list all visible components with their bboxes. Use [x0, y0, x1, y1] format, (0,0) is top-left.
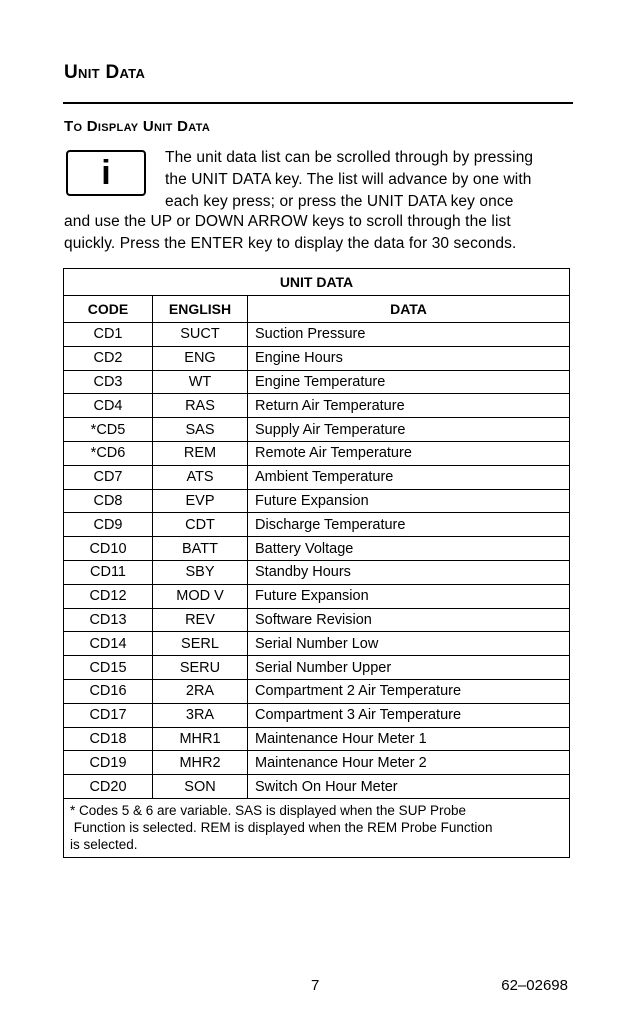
cell-code: CD1 [64, 323, 153, 347]
document-number: 62–02698 [501, 977, 568, 994]
cell-english: ENG [153, 346, 248, 370]
section-subheading: To Display Unit Data [64, 118, 211, 135]
cell-code: CD10 [64, 537, 153, 561]
cell-data: Switch On Hour Meter [248, 775, 570, 799]
cell-data: Ambient Temperature [248, 465, 570, 489]
table-row [64, 632, 570, 656]
table-row [64, 489, 570, 513]
cell-data: Discharge Temperature [248, 513, 570, 537]
intro-line: The unit data list can be scrolled through by pressing [165, 149, 534, 166]
cell-english: 3RA [153, 703, 248, 727]
footnote-line: * Codes 5 & 6 are variable. SAS is displayed when the SUP Probe [70, 802, 466, 818]
cell-code: CD7 [64, 465, 153, 489]
cell-code: CD18 [64, 727, 153, 751]
table-row [64, 513, 570, 537]
cell-english: ATS [153, 465, 248, 489]
cell-code: CD3 [64, 370, 153, 394]
table-row [64, 656, 570, 680]
cell-english: MHR2 [153, 751, 248, 775]
table-row [64, 775, 570, 799]
info-icon-glyph: i [101, 154, 111, 192]
table-row [64, 346, 570, 370]
cell-english: RAS [153, 394, 248, 418]
cell-english: CDT [153, 513, 248, 537]
cell-data: Standby Hours [248, 560, 570, 584]
info-icon [66, 150, 146, 196]
intro-line: the UNIT DATA key. The list will advance by one with [165, 171, 532, 188]
cell-code: CD16 [64, 679, 153, 703]
table-row [64, 751, 570, 775]
table-body [64, 323, 570, 799]
cell-code: CD9 [64, 513, 153, 537]
cell-english: REV [153, 608, 248, 632]
cell-code: CD14 [64, 632, 153, 656]
cell-english: SBY [153, 560, 248, 584]
page-heading: Unit Data [64, 62, 146, 83]
column-header-data: DATA [248, 296, 570, 323]
table-title: UNIT DATA [64, 269, 570, 296]
cell-code: CD13 [64, 608, 153, 632]
cell-english: BATT [153, 537, 248, 561]
cell-code: *CD6 [64, 441, 153, 465]
table-row [64, 441, 570, 465]
cell-english: SON [153, 775, 248, 799]
table-footnote [64, 798, 570, 857]
cell-data: Maintenance Hour Meter 1 [248, 727, 570, 751]
cell-data: Compartment 3 Air Temperature [248, 703, 570, 727]
cell-code: CD8 [64, 489, 153, 513]
unit-data-table [63, 268, 570, 858]
cell-english: SERU [153, 656, 248, 680]
cell-data: Maintenance Hour Meter 2 [248, 751, 570, 775]
cell-english: REM [153, 441, 248, 465]
cell-code: CD2 [64, 346, 153, 370]
cell-english: MOD V [153, 584, 248, 608]
intro-line: each key press; or press the UNIT DATA key once [165, 193, 514, 210]
cell-data: Serial Number Upper [248, 656, 570, 680]
table-row [64, 537, 570, 561]
footnote-line: Function is selected. REM is displayed when the REM Probe Function [70, 819, 493, 835]
footnote-line: is selected. [70, 836, 138, 852]
cell-english: SAS [153, 418, 248, 442]
table-row [64, 584, 570, 608]
cell-data: Serial Number Low [248, 632, 570, 656]
cell-data: Return Air Temperature [248, 394, 570, 418]
cell-data: Future Expansion [248, 584, 570, 608]
cell-data: Engine Temperature [248, 370, 570, 394]
cell-code: CD11 [64, 560, 153, 584]
table-row [64, 418, 570, 442]
cell-data: Supply Air Temperature [248, 418, 570, 442]
cell-english: SUCT [153, 323, 248, 347]
column-header-english: ENGLISH [153, 296, 248, 323]
column-header-code: CODE [64, 296, 153, 323]
cell-data: Remote Air Temperature [248, 441, 570, 465]
cell-data: Battery Voltage [248, 537, 570, 561]
cell-code: CD12 [64, 584, 153, 608]
cell-code: CD15 [64, 656, 153, 680]
table-row [64, 370, 570, 394]
cell-code: CD20 [64, 775, 153, 799]
cell-data: Engine Hours [248, 346, 570, 370]
cell-english: SERL [153, 632, 248, 656]
cell-english: WT [153, 370, 248, 394]
intro-line: quickly. Press the ENTER key to display the data for 30 seconds. [64, 235, 517, 252]
table-row [64, 323, 570, 347]
table-row [64, 727, 570, 751]
cell-data: Software Revision [248, 608, 570, 632]
table-row [64, 703, 570, 727]
cell-code: CD17 [64, 703, 153, 727]
cell-english: EVP [153, 489, 248, 513]
table-row [64, 394, 570, 418]
cell-data: Suction Pressure [248, 323, 570, 347]
cell-code: CD19 [64, 751, 153, 775]
intro-line: and use the UP or DOWN ARROW keys to scroll through the list [64, 213, 511, 230]
cell-english: MHR1 [153, 727, 248, 751]
cell-code: CD4 [64, 394, 153, 418]
cell-code: *CD5 [64, 418, 153, 442]
table-row [64, 465, 570, 489]
heading-rule [63, 102, 573, 104]
table-row [64, 608, 570, 632]
table-row [64, 560, 570, 584]
page-number: 7 [311, 977, 320, 994]
cell-data: Future Expansion [248, 489, 570, 513]
cell-english: 2RA [153, 679, 248, 703]
cell-data: Compartment 2 Air Temperature [248, 679, 570, 703]
table-row [64, 679, 570, 703]
